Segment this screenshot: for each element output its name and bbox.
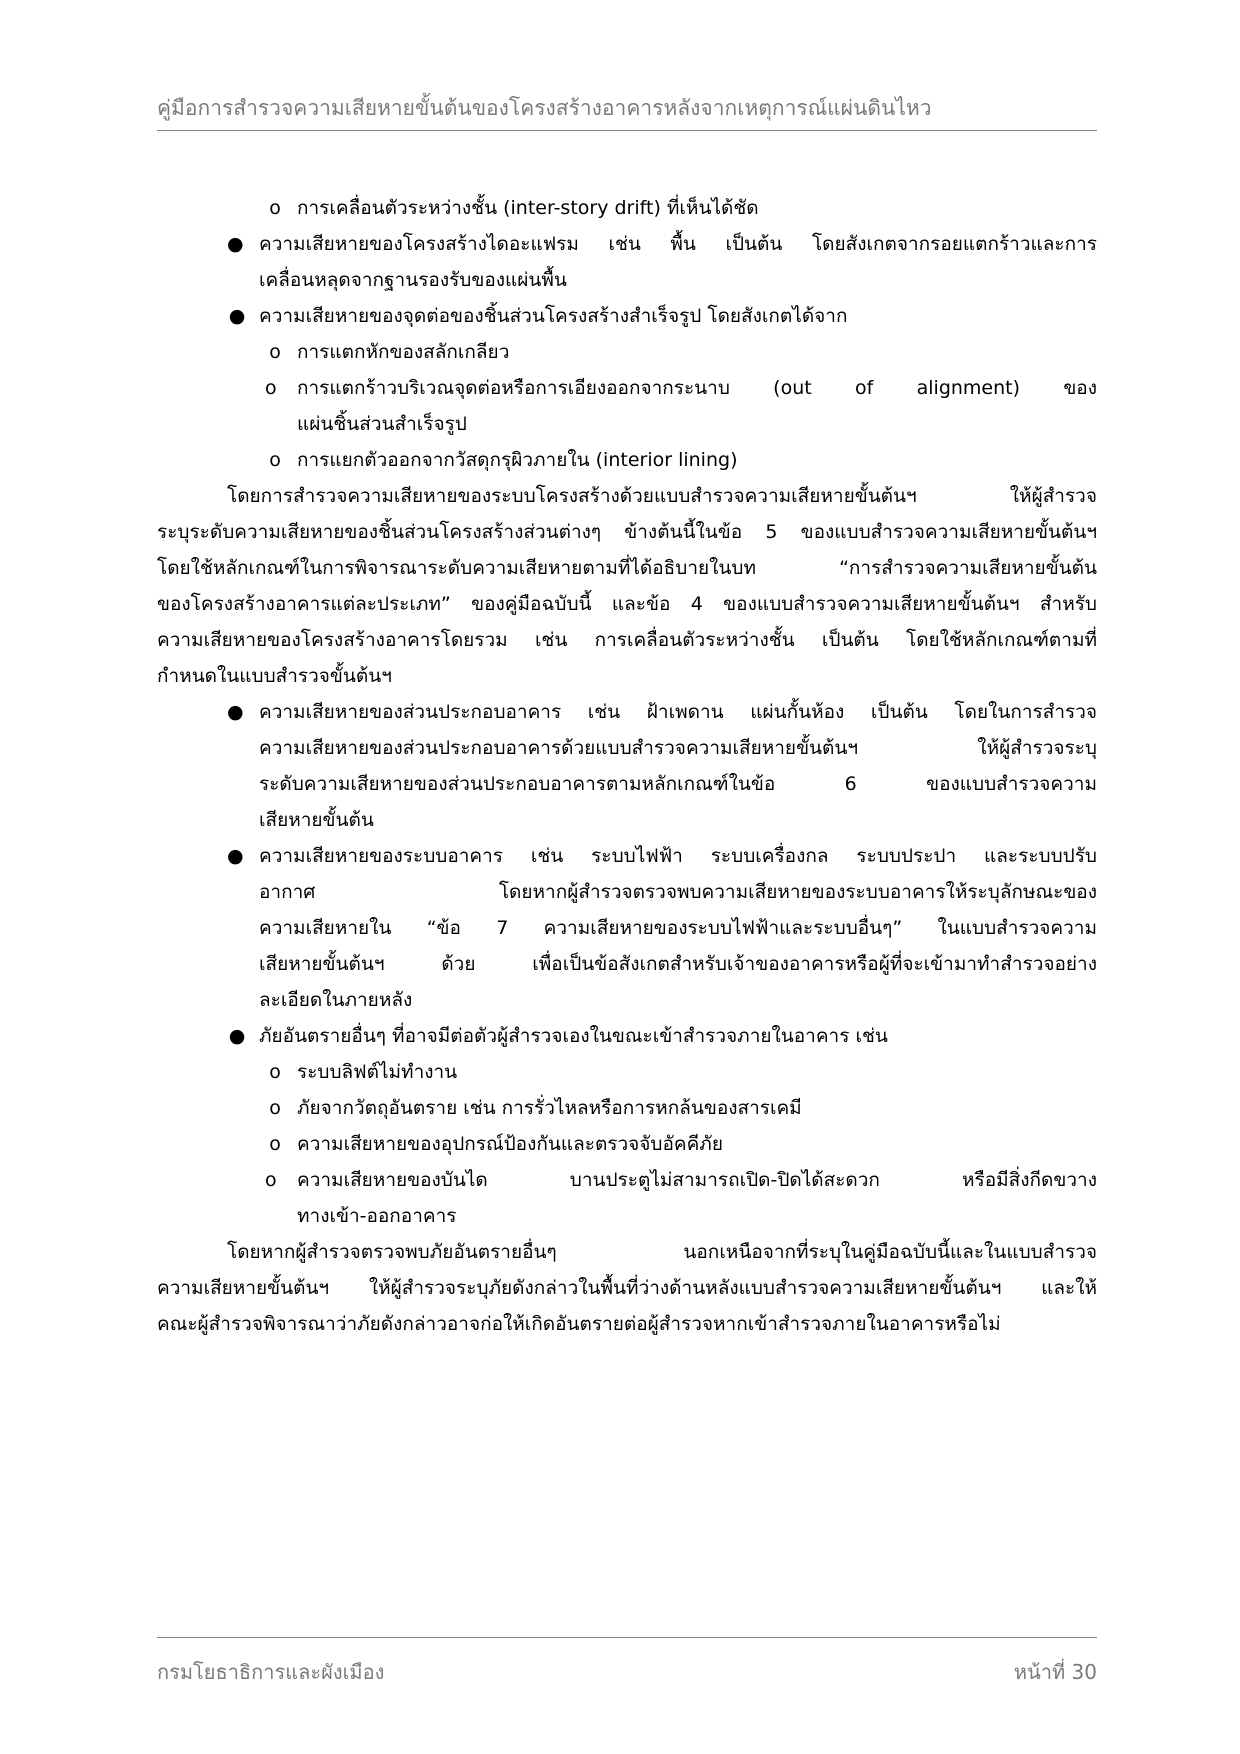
sub-list-item-text: ความเสียหายของอุปกรณ์ป้องกันและตรวจจับอัคคีภัย bbox=[297, 1133, 723, 1155]
sub-list-item bbox=[157, 190, 1097, 226]
paragraph-line: กำหนดในแบบสำรวจขั้นต้นฯ bbox=[157, 665, 392, 687]
sub-list-item bbox=[157, 442, 1097, 478]
sub-list-item-text: การแยกตัวออกจากวัสดุกรุผิวภายใน (interior lining) bbox=[297, 449, 738, 471]
list-item bbox=[157, 226, 1097, 262]
sub-list-item-text: การเคลื่อนตัวระหว่างชั้น (inter-story drift) ที่เห็นได้ชัด bbox=[297, 197, 759, 219]
sub-list-item-text: ระบบลิฟต์ไม่ทำงาน bbox=[297, 1061, 458, 1083]
list-item bbox=[157, 1018, 1097, 1054]
bullet-icon: ● bbox=[228, 1025, 246, 1047]
list-item-continuation bbox=[157, 262, 1097, 298]
sub-list-item-text: การแตกร้าวบริเวณจุดต่อหรือการเอียงออกจากระนาบ (out of alignment) ของ bbox=[297, 377, 1097, 399]
list-item-text: ความเสียหายของจุดต่อของชิ้นส่วนโครงสร้างสำเร็จรูป โดยสังเกตได้จาก bbox=[259, 305, 848, 327]
list-item-continuation: ละเอียดในภายหลัง bbox=[259, 989, 413, 1011]
sub-list-item-continuation: ทางเข้า-ออกอาคาร bbox=[297, 1205, 457, 1227]
list-item-text: ความเสียหายของโครงสร้างไดอะแฟรม เช่น พื้น เป็นต้น โดยสังเกตจากรอยแตกร้าวและการ bbox=[259, 233, 1097, 255]
running-header: คู่มือการสำรวจความเสียหายขั้นต้นของโครงสร้างอาคารหลังจากเหตุการณ์แผ่นดินไหว bbox=[157, 96, 932, 120]
list-item-continuation: เสียหายขั้นต้น bbox=[259, 809, 374, 831]
circle-bullet-icon: o bbox=[269, 1097, 281, 1119]
list-item-text: ความเสียหายของระบบอาคาร เช่น ระบบไฟฟ้า ระบบเครื่องกล ระบบประปา และระบบปรับ bbox=[259, 845, 1097, 867]
sub-list-item bbox=[157, 1054, 1097, 1090]
list-item-text: เคลื่อนหลุดจากฐานรองรับของแผ่นพื้น bbox=[259, 269, 567, 291]
list-item-continuation: ความเสียหายของส่วนประกอบอาคารด้วยแบบสำรวจความเสียหายขั้นต้นฯ ให้ผู้สำรวจระบุ bbox=[259, 737, 1097, 759]
sub-list-item bbox=[157, 334, 1097, 370]
sub-list-item bbox=[157, 1090, 1097, 1126]
page-number: หน้าที่ 30 bbox=[1013, 1660, 1097, 1684]
sub-list-item bbox=[157, 370, 1097, 406]
circle-bullet-icon: o bbox=[265, 377, 277, 399]
paragraph-line: โดยใช้หลักเกณฑ์ในการพิจารณาระดับความเสียหายตามที่ได้อธิบายในบท “การสำรวจความเสียหายขั้นต้น bbox=[157, 557, 1097, 579]
list-item-continuation: เสียหายขั้นต้นฯ ด้วย เพื่อเป็นข้อสังเกตสำหรับเจ้าของอาคารหรือผู้ที่จะเข้ามาทำสำรวจอย่าง bbox=[259, 953, 1097, 975]
paragraph-line: ความเสียหายขั้นต้นฯ ให้ผู้สำรวจระบุภัยดังกล่าวในพื้นที่ว่างด้านหลังแบบสำรวจความเสียหายขั้นต้นฯ และให้ bbox=[157, 1277, 1097, 1299]
circle-bullet-icon: o bbox=[265, 1169, 277, 1191]
list-item bbox=[157, 694, 1097, 730]
circle-bullet-icon: o bbox=[269, 341, 281, 363]
footer-divider bbox=[157, 1637, 1097, 1638]
list-item-continuation: อากาศ โดยหากผู้สำรวจตรวจพบความเสียหายของระบบอาคารให้ระบุลักษณะของ bbox=[259, 881, 1097, 903]
circle-bullet-icon: o bbox=[269, 1061, 281, 1083]
document-body bbox=[157, 190, 1097, 1342]
paragraph-line: ระบุระดับความเสียหายของชิ้นส่วนโครงสร้างส่วนต่างๆ ข้างต้นนี้ในข้อ 5 ของแบบสำรวจความเสียหายขั้นต้นฯ bbox=[157, 521, 1097, 543]
list-item bbox=[157, 838, 1097, 874]
circle-bullet-icon: o bbox=[269, 449, 281, 471]
paragraph-line: โดยการสำรวจความเสียหายของระบบโครงสร้างด้วยแบบสำรวจความเสียหายขั้นต้นฯ ให้ผู้สำรวจ bbox=[227, 485, 1097, 507]
bullet-icon: ● bbox=[227, 233, 244, 255]
list-item-text: ความเสียหายของส่วนประกอบอาคาร เช่น ฝ้าเพดาน แผ่นกั้นห้อง เป็นต้น โดยในการสำรวจ bbox=[259, 701, 1097, 723]
sub-list-item-text: แผ่นชิ้นส่วนสำเร็จรูป bbox=[297, 413, 467, 435]
paragraph-line: คณะผู้สำรวจพิจารณาว่าภัยดังกล่าวอาจก่อให้เกิดอันตรายต่อผู้สำรวจหากเข้าสำรวจภายในอาคารหรือไม่ bbox=[157, 1313, 1001, 1335]
footer-organization: กรมโยธาธิการและผังเมือง bbox=[157, 1660, 385, 1684]
sub-list-item bbox=[157, 1126, 1097, 1162]
sub-list-item-continuation bbox=[157, 406, 1097, 442]
sub-list-item-text: ความเสียหายของบันได บานประตูไม่สามารถเปิด-ปิดได้สะดวก หรือมีสิ่งกีดขวาง bbox=[297, 1169, 1097, 1191]
list-item bbox=[157, 298, 1097, 334]
paragraph-line: โดยหากผู้สำรวจตรวจพบภัยอันตรายอื่นๆ นอกเหนือจากที่ระบุในคู่มือฉบับนี้และในแบบสำรวจ bbox=[227, 1241, 1097, 1263]
list-item-continuation: ระดับความเสียหายของส่วนประกอบอาคารตามหลักเกณฑ์ในข้อ 6 ของแบบสำรวจความ bbox=[259, 773, 1097, 795]
circle-bullet-icon: o bbox=[269, 197, 281, 219]
list-item-continuation: ความเสียหายใน “ข้อ 7 ความเสียหายของระบบไฟฟ้าและระบบอื่นๆ” ในแบบสำรวจความ bbox=[259, 917, 1097, 939]
sub-list-item-text: ภัยจากวัตถุอันตราย เช่น การรั่วไหลหรือการหกล้นของสารเคมี bbox=[297, 1097, 802, 1119]
sub-list-item bbox=[157, 1162, 1097, 1198]
list-item-text: ภัยอันตรายอื่นๆ ที่อาจมีต่อตัวผู้สำรวจเองในขณะเข้าสำรวจภายในอาคาร เช่น bbox=[259, 1025, 888, 1047]
bullet-icon: ● bbox=[227, 845, 244, 867]
bullet-icon: ● bbox=[228, 305, 246, 327]
circle-bullet-icon: o bbox=[269, 1133, 281, 1155]
paragraph-line: ของโครงสร้างอาคารแต่ละประเภท” ของคู่มือฉบับนี้ และข้อ 4 ของแบบสำรวจความเสียหายขั้นต้นฯ สำหรับ bbox=[157, 593, 1097, 615]
header-divider bbox=[157, 130, 1097, 131]
paragraph-line: ความเสียหายของโครงสร้างอาคารโดยรวม เช่น การเคลื่อนตัวระหว่างชั้น เป็นต้น โดยใช้หลักเกณฑ์ตามที่ bbox=[157, 629, 1097, 651]
sub-list-item-text: การแตกหักของสลักเกลียว bbox=[297, 341, 510, 363]
bullet-icon: ● bbox=[227, 701, 244, 723]
